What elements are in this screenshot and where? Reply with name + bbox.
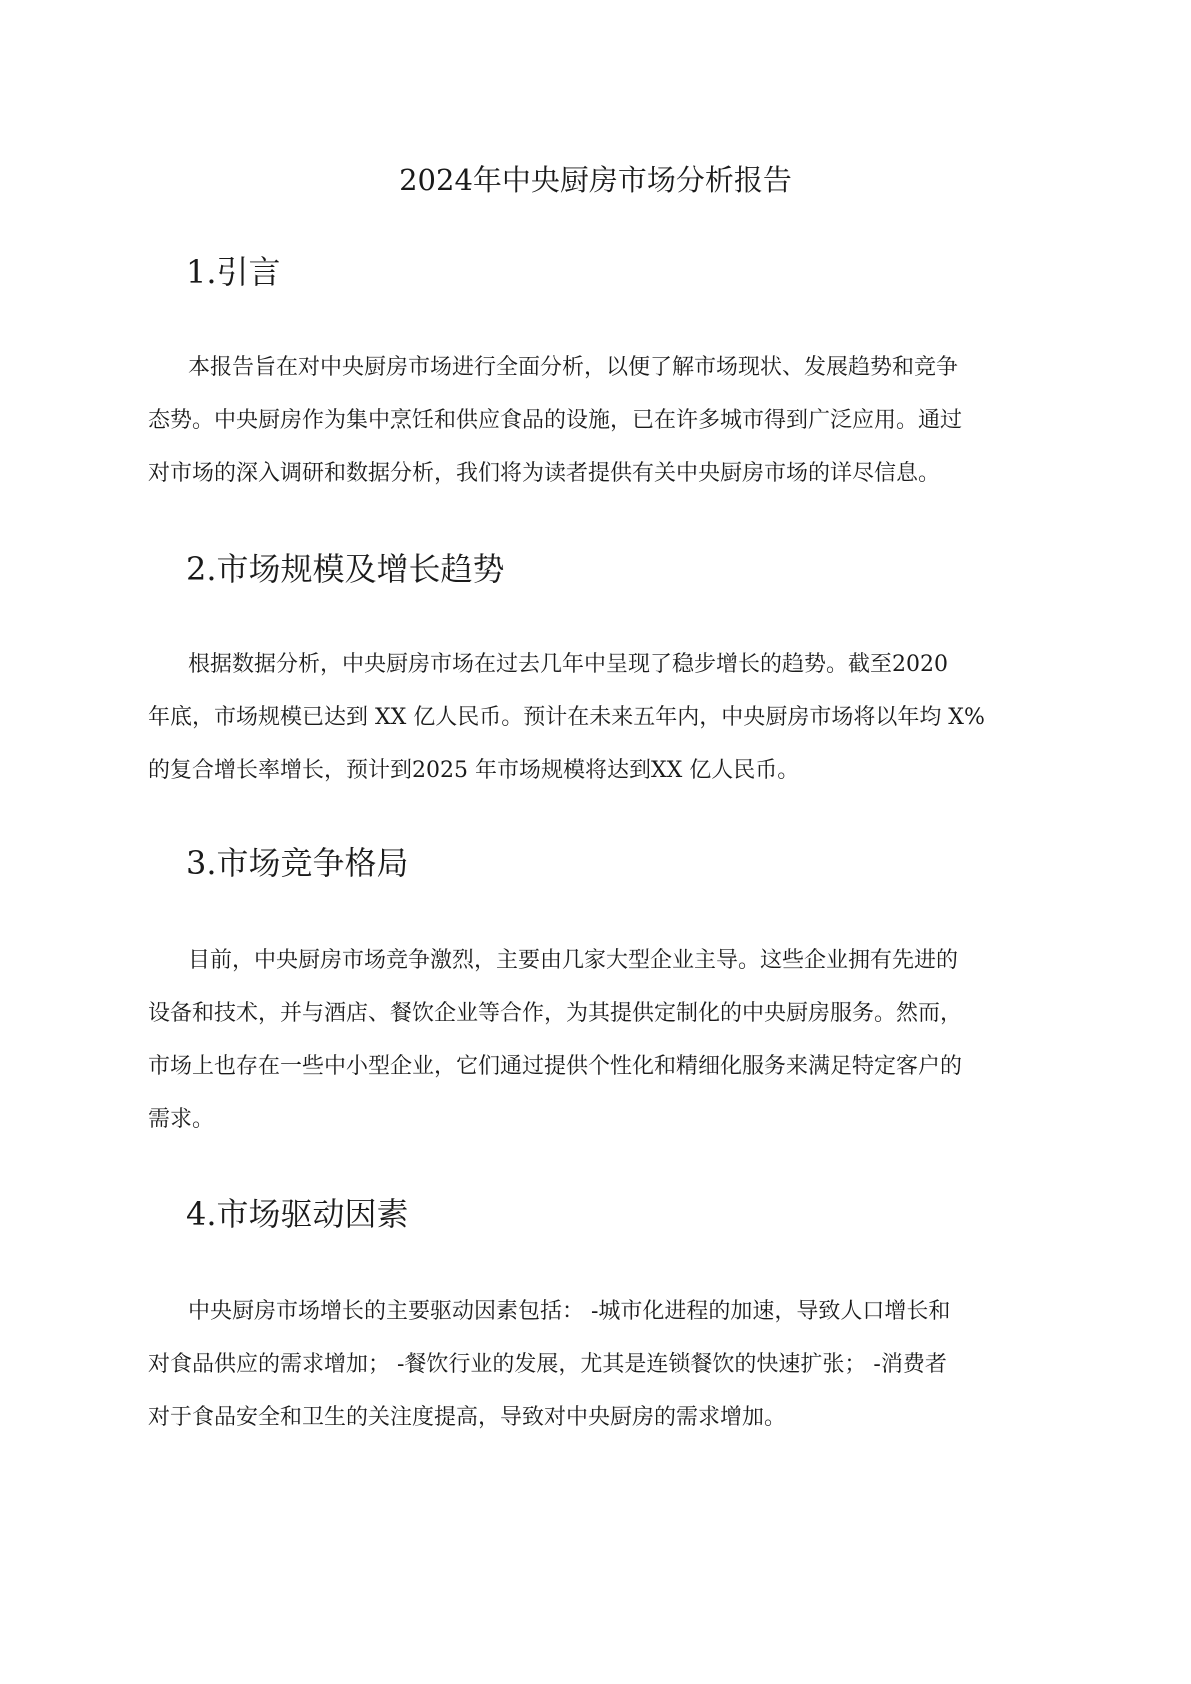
section-heading-introduction: 1.引言 bbox=[186, 253, 281, 291]
section-paragraph-introduction bbox=[148, 341, 1048, 500]
paragraph-line: 需求。 bbox=[148, 1107, 215, 1132]
paragraph-line: 年底，市场规模已达到 XX 亿人民币。预计在未来五年内，中央厨房市场将以年均 X% bbox=[148, 705, 985, 730]
paragraph-line: 本报告旨在对中央厨房市场进行全面分析，以便了解市场现状、发展趋势和竞争 bbox=[188, 355, 959, 380]
paragraph-line: 市场上也存在一些中小型企业，它们通过提供个性化和精细化服务来满足特定客户的 bbox=[148, 1054, 963, 1079]
section-paragraph-competition bbox=[148, 934, 1048, 1146]
section-heading-market-size: 2.市场规模及增长趋势 bbox=[186, 550, 505, 588]
document-title: 2024年中央厨房市场分析报告 bbox=[399, 163, 792, 197]
section-heading-drivers: 4.市场驱动因素 bbox=[186, 1195, 409, 1233]
section-paragraph-drivers bbox=[148, 1285, 1048, 1444]
paragraph-line: 的复合增长率增长，预计到2025 年市场规模将达到XX 亿人民币。 bbox=[148, 758, 800, 783]
paragraph-line: 对食品供应的需求增加； -餐饮行业的发展，尤其是连锁餐饮的快速扩张； -消费者 bbox=[148, 1352, 947, 1377]
paragraph-line: 态势。中央厨房作为集中烹饪和供应食品的设施，已在许多城市得到广泛应用。通过 bbox=[148, 408, 963, 433]
paragraph-line: 目前，中央厨房市场竞争激烈，主要由几家大型企业主导。这些企业拥有先进的 bbox=[188, 948, 959, 973]
section-heading-competition: 3.市场竞争格局 bbox=[186, 844, 409, 882]
paragraph-line: 对市场的深入调研和数据分析，我们将为读者提供有关中央厨房市场的详尽信息。 bbox=[148, 461, 941, 486]
paragraph-line: 根据数据分析，中央厨房市场在过去几年中呈现了稳步增长的趋势。截至2020 bbox=[188, 652, 948, 677]
paragraph-line: 设备和技术，并与酒店、餐饮企业等合作，为其提供定制化的中央厨房服务。然而， bbox=[148, 1001, 963, 1026]
paragraph-line: 中央厨房市场增长的主要驱动因素包括： -城市化进程的加速，导致人口增长和 bbox=[188, 1299, 951, 1324]
paragraph-line: 对于食品安全和卫生的关注度提高，导致对中央厨房的需求增加。 bbox=[148, 1405, 787, 1430]
section-paragraph-market-size bbox=[148, 638, 1048, 797]
